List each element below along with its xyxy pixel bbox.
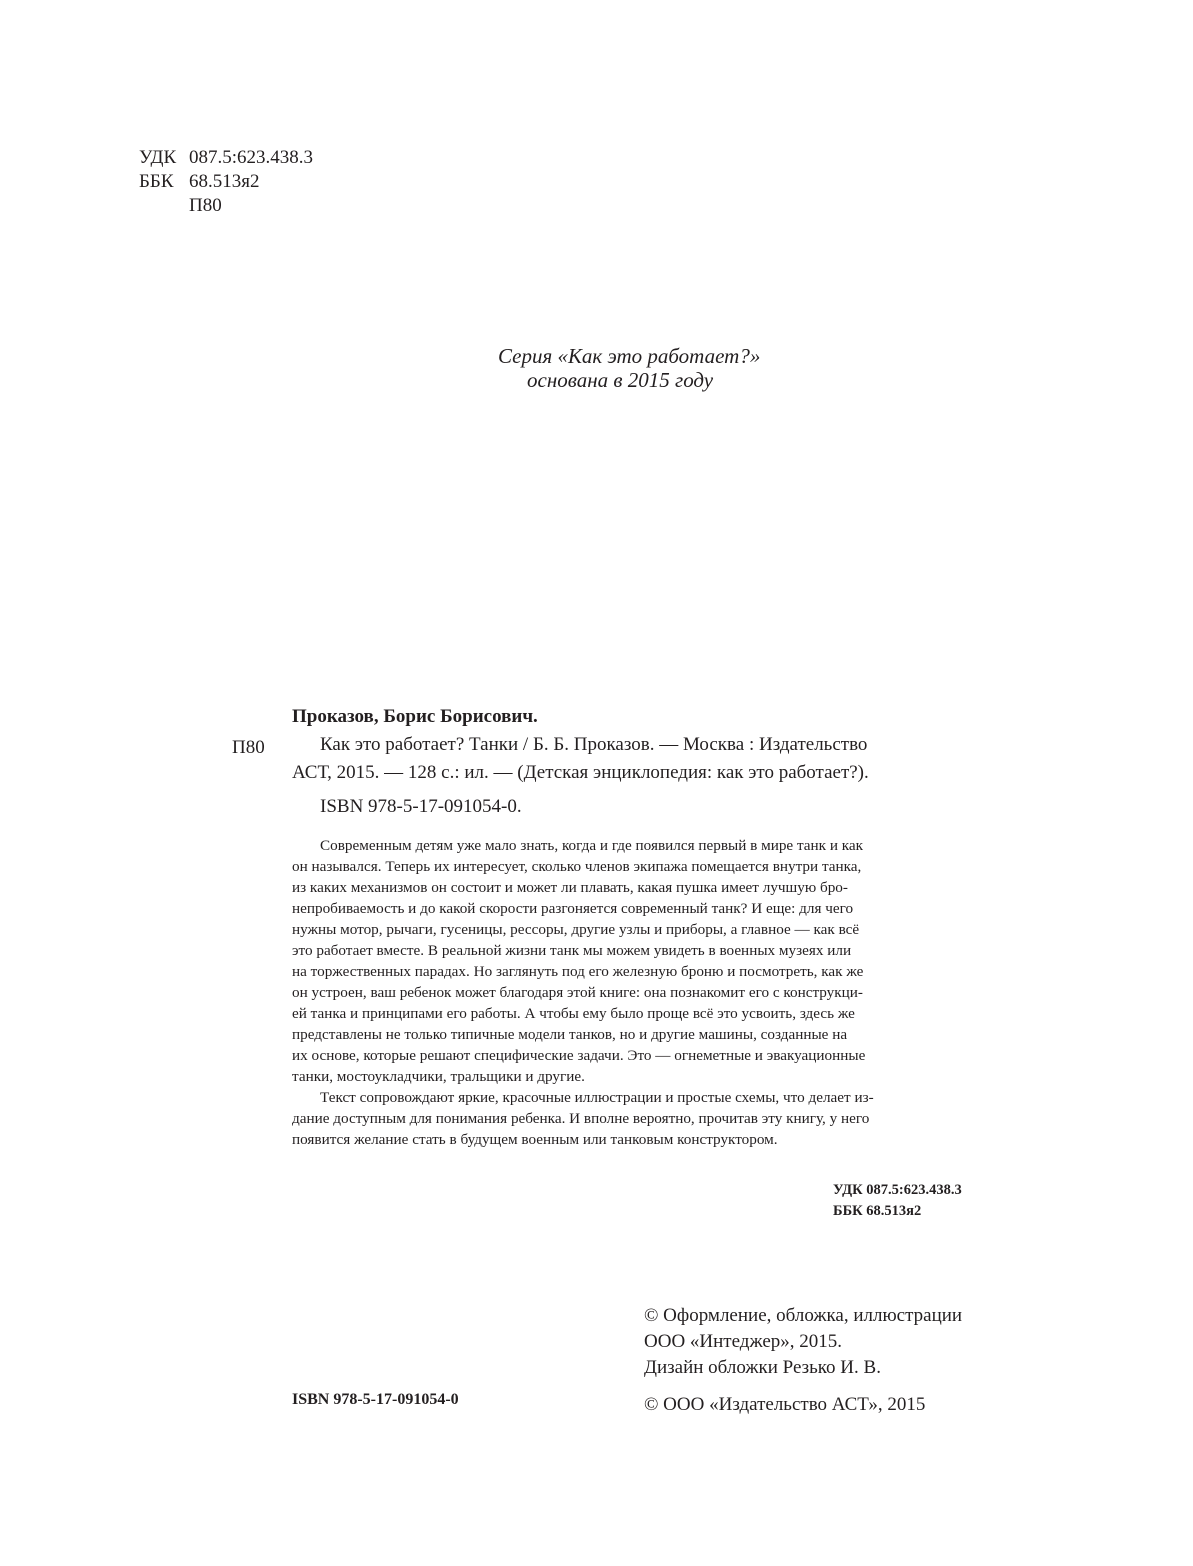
series-line-1: Серия «Как это работает?»	[498, 344, 761, 368]
annotation-line: на торжественных парадах. Но заглянуть под его железную броню и посмотреть, как же	[292, 963, 864, 980]
bbk-label: ББК	[139, 171, 174, 192]
copyright-block	[644, 1303, 962, 1418]
annotation-paragraph-2	[292, 1087, 1002, 1150]
annotation-line: нужны мотор, рычаги, гусеницы, рессоры, другие узлы и приборы, а главное — как всё	[292, 921, 860, 938]
bbk-row	[139, 170, 313, 194]
annotation-line: появится желание стать в будущем военным или танковым конструктором.	[292, 1131, 778, 1148]
annotation-paragraph-1	[292, 835, 1002, 1087]
catalog-description	[292, 731, 869, 787]
annotation-line: ей танка и принципами его работы. А чтобы ему было проще всё это усвоить, здесь же	[292, 1005, 855, 1022]
bottom-classification-codes	[833, 1180, 962, 1222]
udk-value: 087.5:623.438.3	[189, 147, 314, 168]
copyright-line-1: © Оформление, обложка, иллюстрации	[644, 1305, 963, 1326]
catalog-mark: П80	[232, 737, 265, 758]
annotation-line: дание доступным для понимания ребенка. И вполне вероятно, прочитав эту книгу, у него	[292, 1110, 870, 1127]
bottom-bbk: ББК 68.513я2	[833, 1203, 922, 1219]
copyright-line-3: Дизайн обложки Резько И. В.	[644, 1357, 881, 1378]
series-note	[498, 344, 760, 392]
annotation-line: представлены не только типичные модели танков, но и другие машины, созданные на	[292, 1026, 848, 1043]
catalog-desc-line-2: АСТ, 2015. — 128 с.: ил. — (Детская энциклопедия: как это работает?).	[292, 762, 869, 783]
annotation-line: Современным детям уже мало знать, когда и где появился первый в мире танк и как	[320, 837, 864, 854]
bottom-udk: УДК 087.5:623.438.3	[833, 1182, 962, 1198]
copyright-line-4: © ООО «Издательство АСТ», 2015	[644, 1394, 926, 1415]
annotation	[292, 835, 1002, 1150]
catalog-isbn: ISBN 978-5-17-091054-0.	[320, 796, 522, 817]
annotation-line: из каких механизмов он состоит и может ли плавать, какая пушка имеет лучшую бро-	[292, 879, 848, 896]
isbn-bottom: ISBN 978-5-17-091054-0	[292, 1391, 459, 1408]
bbk-value: 68.513я2	[189, 171, 260, 192]
annotation-line: он устроен, ваш ребенок может благодаря этой книге: она познакомит его с конструкци-	[292, 984, 863, 1001]
author-mark: П80	[189, 195, 222, 216]
copyright-line-2: ООО «Интеджер», 2015.	[644, 1331, 843, 1352]
catalog-desc-line-1: Как это работает? Танки / Б. Б. Проказов. — Москва : Издательство	[320, 734, 868, 755]
udk-label: УДК	[139, 147, 177, 168]
annotation-line: Текст сопровождают яркие, красочные иллюстрации и простые схемы, что делает из-	[320, 1089, 874, 1106]
series-line-2: основана в 2015 году	[527, 368, 714, 392]
catalog-author: Проказов, Борис Борисович.	[292, 706, 538, 727]
top-classification-codes	[139, 146, 313, 218]
annotation-line: это работает вместе. В реальной жизни танк мы можем увидеть в военных музеях или	[292, 942, 852, 959]
annotation-line: их основе, которые решают специфические задачи. Это — огнеметные и эвакуационные	[292, 1047, 866, 1064]
annotation-line: он назывался. Теперь их интересует, сколько членов экипажа помещается внутри танка,	[292, 858, 862, 875]
annotation-line: танки, мостоукладчики, тральщики и другие.	[292, 1068, 585, 1085]
udk-row	[139, 146, 313, 170]
annotation-line: непробиваемость и до какой скорости разгоняется современный танк? И еще: для чего	[292, 900, 854, 917]
